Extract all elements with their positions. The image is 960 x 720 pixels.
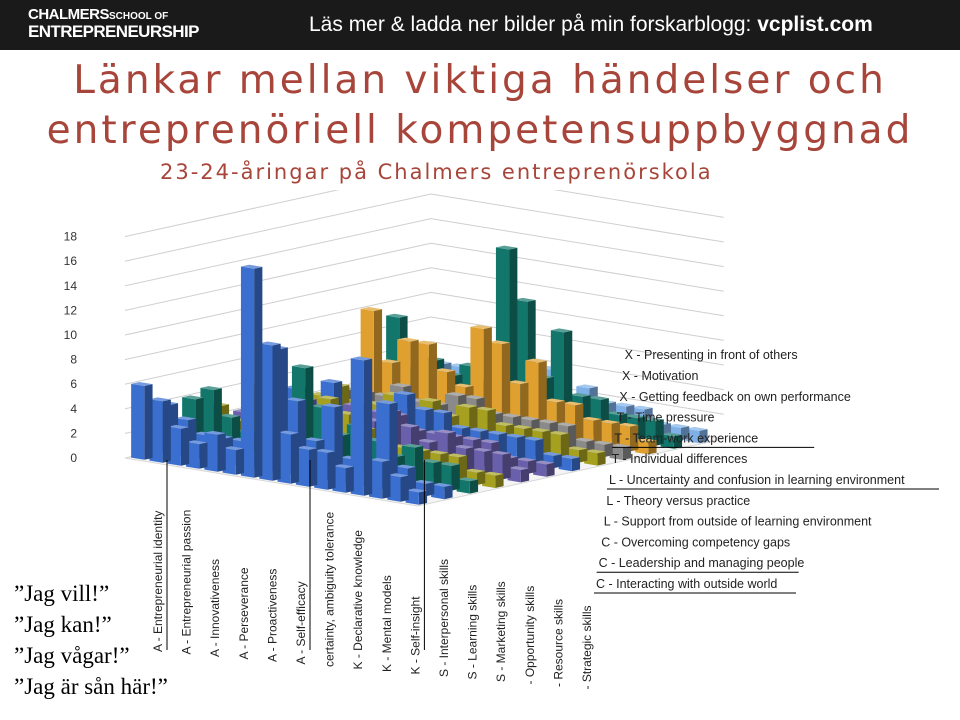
bar-side — [470, 479, 478, 493]
header-bar — [0, 0, 960, 50]
bar-side — [236, 448, 244, 474]
logo-line1b: SCHOOL OF — [109, 11, 169, 22]
x-category-label: K - Declarative knowledge — [351, 530, 366, 670]
bar-side — [254, 267, 262, 478]
x-category-label: K - Mental models — [379, 575, 394, 672]
bar-side — [572, 457, 580, 471]
blog-text: Läs mer & ladda ner bilder på min forskarblogg: — [309, 13, 758, 36]
bar-side — [554, 454, 562, 468]
y-tick-label: 16 — [63, 254, 77, 269]
x-category-label: K - Self-insight — [408, 596, 423, 675]
bar-side — [382, 460, 390, 499]
quote-block — [14, 578, 168, 702]
x-category-label: S - Marketing skills — [494, 581, 509, 682]
bar — [204, 431, 225, 472]
bar — [241, 265, 262, 478]
gridline — [125, 194, 724, 261]
y-tick-label: 0 — [70, 451, 77, 465]
bar — [131, 382, 152, 460]
bar — [584, 449, 605, 465]
y-tick-label: 2 — [70, 426, 77, 441]
y-category-label: X - Presenting in front of others — [624, 348, 798, 363]
bar-side — [272, 344, 280, 481]
bar — [296, 446, 317, 487]
quote-4: ”Jag är sån här!” — [14, 674, 168, 699]
bar — [168, 425, 189, 466]
bar — [457, 477, 478, 493]
bar-side — [327, 451, 335, 490]
bar-front — [241, 267, 254, 478]
quote-1: ”Jag vill!” — [14, 581, 110, 606]
bar-side — [291, 433, 299, 484]
x-category-label: A - Entrepreneurial identity — [151, 510, 165, 652]
y-category-label: C - Interacting with outside world — [596, 577, 778, 591]
quote-3: ”Jag vågar!” — [14, 643, 130, 668]
bar — [406, 489, 427, 505]
gridline — [125, 219, 724, 286]
x-category-label: S - Interpersonal skills — [437, 558, 451, 677]
bar — [278, 431, 299, 484]
bar — [186, 440, 207, 469]
y-category-label: X - Getting feedback on own performance — [619, 389, 851, 404]
subtitle: 23-24-åringar på Chalmers entreprenörskola — [160, 160, 713, 184]
bar-side — [477, 471, 485, 485]
bar — [149, 397, 170, 462]
x-category-label: - Resource skills — [551, 598, 566, 687]
x-category-label: A - Self-efficacy — [294, 581, 308, 665]
y-category-label: L - Support from outside of learning environment — [603, 514, 872, 529]
bar — [508, 466, 529, 482]
bar-side — [579, 448, 587, 462]
bar-side — [546, 463, 554, 477]
bar-side — [415, 446, 423, 485]
bar — [387, 473, 408, 502]
x-category-label: - Opportunity skills — [522, 585, 537, 685]
gridline — [125, 268, 724, 335]
bar — [533, 461, 554, 477]
bar-side — [181, 427, 189, 466]
y-category-label: L - Uncertainty and confusion in learning environment — [609, 473, 905, 487]
y-tick-label: 18 — [63, 229, 77, 244]
x-category-label: S - Learning skills — [465, 584, 480, 680]
bar-side — [346, 466, 354, 492]
bar — [482, 472, 503, 488]
bar-side — [401, 475, 409, 501]
y-tick-label: 10 — [63, 328, 77, 342]
bar-front — [131, 384, 144, 460]
x-category-label: A - Innovativeness — [208, 558, 223, 657]
gridline — [125, 243, 724, 310]
bar-side — [218, 433, 226, 472]
bar — [332, 464, 353, 493]
title-line1: Länkar mellan viktiga händelser och — [73, 58, 887, 103]
bar-side — [144, 384, 152, 460]
bar — [259, 342, 280, 481]
y-tick-label: 6 — [70, 377, 77, 392]
x-category-label: A - Perseverance — [236, 567, 251, 660]
bar — [369, 458, 390, 499]
bar — [314, 449, 335, 490]
quote-2: ”Jag kan!” — [14, 612, 112, 637]
x-category-label: - Strategic skills — [580, 605, 594, 690]
y-category-label: C - Leadership and managing people — [598, 556, 805, 571]
bar-side — [597, 451, 605, 465]
bar-side — [426, 482, 434, 496]
x-category-label: A - Entrepreneurial passion — [179, 509, 194, 655]
y-category-label: L - Theory versus practice — [606, 493, 751, 508]
y-category-label: C - Overcoming competency gaps — [601, 535, 791, 550]
bar — [559, 455, 580, 471]
bar-side — [503, 453, 511, 479]
blog-link[interactable]: vcplist.com — [757, 13, 873, 36]
bar — [431, 483, 452, 499]
bar-side — [575, 404, 583, 443]
blog-link-text[interactable] — [309, 13, 873, 37]
y-tick-label: 14 — [63, 278, 77, 293]
y-tick-label: 12 — [63, 303, 77, 318]
y-tick-label: 8 — [70, 352, 77, 367]
bar-side — [452, 464, 460, 490]
x-category-label: certainty, ambiguity tolerance — [322, 511, 337, 667]
bar-side — [199, 442, 207, 468]
bar-side — [528, 460, 536, 474]
x-category-label: A - Proactiveness — [265, 568, 280, 662]
bar-side — [495, 474, 503, 488]
bar-side — [521, 468, 529, 482]
bar — [223, 446, 244, 475]
bar-side — [419, 491, 427, 505]
bar-side — [364, 359, 372, 496]
y-category-label: T - Team-work experience — [614, 431, 759, 446]
bar — [351, 357, 372, 496]
chalmers-logo — [28, 7, 199, 40]
y-category-label: T - Time pressure — [616, 410, 715, 425]
bar-side — [163, 399, 171, 462]
gridline — [125, 190, 724, 237]
logo-line1a: CHALMERS — [28, 6, 109, 23]
y-category-label: X - Motivation — [622, 369, 699, 383]
bar-side — [444, 485, 452, 499]
title-line2: entreprenöriell kompetensuppbyggnad — [46, 108, 914, 153]
logo-line2: ENTREPRENEURSHIP — [28, 22, 199, 41]
y-category-label: T - Individual differences — [611, 452, 748, 467]
y-tick-label: 4 — [70, 401, 77, 416]
